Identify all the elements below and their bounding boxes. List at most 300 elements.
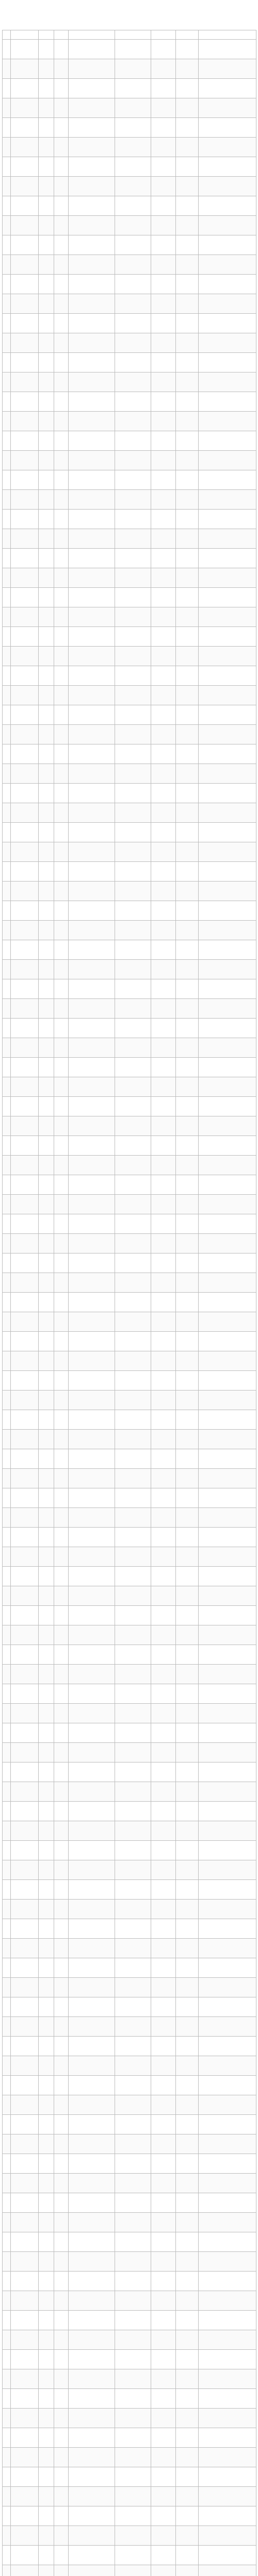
- table-cell: [151, 2448, 176, 2467]
- table-cell: [11, 2526, 39, 2546]
- table-cell: [3, 529, 11, 549]
- table-cell: [54, 1606, 69, 1625]
- table-row: [3, 2272, 256, 2291]
- table-cell: [69, 1645, 115, 1665]
- table-cell: [199, 960, 256, 979]
- table-cell: [39, 744, 54, 764]
- table-row: [3, 451, 256, 470]
- table-row: [3, 1723, 256, 1743]
- table-cell: [39, 1312, 54, 1332]
- table-cell: [39, 1430, 54, 1449]
- table-cell: [54, 275, 69, 294]
- table-cell: [3, 1743, 11, 1762]
- table-cell: [69, 1586, 115, 1606]
- table-cell: [39, 1841, 54, 1860]
- table-cell: [11, 2037, 39, 2056]
- table-cell: [199, 372, 256, 392]
- table-cell: [115, 235, 151, 255]
- table-header-cell: [3, 30, 11, 40]
- table-cell: [3, 2311, 11, 2330]
- table-cell: [199, 2037, 256, 2056]
- table-cell: [69, 294, 115, 314]
- table-cell: [176, 2115, 199, 2134]
- table-cell: [176, 2506, 199, 2526]
- table-cell: [54, 1684, 69, 1704]
- table-cell: [11, 1704, 39, 1723]
- table-cell: [11, 1841, 39, 1860]
- table-cell: [11, 431, 39, 451]
- table-cell: [69, 412, 115, 431]
- table-cell: [3, 2252, 11, 2272]
- table-cell: [54, 451, 69, 470]
- table-cell: [115, 1919, 151, 1939]
- table-cell: [11, 2330, 39, 2350]
- table-cell: [69, 2134, 115, 2154]
- table-cell: [199, 1860, 256, 1880]
- table-row: [3, 196, 256, 216]
- table-cell: [3, 1136, 11, 1156]
- table-cell: [199, 490, 256, 510]
- table-cell: [176, 2232, 199, 2252]
- table-cell: [39, 1019, 54, 1038]
- table-cell: [176, 1097, 199, 1116]
- table-cell: [3, 1214, 11, 1234]
- table-cell: [54, 999, 69, 1019]
- table-cell: [199, 1567, 256, 1586]
- table-cell: [69, 2330, 115, 2350]
- table-cell: [69, 882, 115, 901]
- table-cell: [3, 842, 11, 862]
- table-cell: [11, 1684, 39, 1704]
- table-cell: [199, 1273, 256, 1293]
- table-cell: [69, 901, 115, 921]
- table-cell: [54, 1860, 69, 1880]
- table-cell: [3, 862, 11, 882]
- table-cell: [151, 2526, 176, 2546]
- table-cell: [199, 705, 256, 725]
- table-cell: [69, 823, 115, 842]
- table-cell: [176, 2076, 199, 2095]
- table-cell: [39, 1156, 54, 1175]
- table-cell: [176, 627, 199, 647]
- table-cell: [11, 1528, 39, 1547]
- table-cell: [11, 2448, 39, 2467]
- table-cell: [54, 529, 69, 549]
- table-cell: [3, 1293, 11, 1312]
- table-cell: [54, 2506, 69, 2526]
- table-cell: [3, 2409, 11, 2428]
- table-cell: [115, 1469, 151, 1488]
- table-cell: [11, 1273, 39, 1293]
- table-cell: [69, 1919, 115, 1939]
- table-cell: [3, 1253, 11, 1273]
- table-row: [3, 921, 256, 940]
- table-cell: [11, 960, 39, 979]
- table-cell: [11, 1625, 39, 1645]
- table-cell: [11, 1371, 39, 1391]
- table-cell: [199, 666, 256, 686]
- table-cell: [69, 216, 115, 235]
- table-cell: [39, 372, 54, 392]
- table-cell: [39, 1136, 54, 1156]
- table-cell: [54, 666, 69, 686]
- table-cell: [115, 568, 151, 588]
- table-row: [3, 1077, 256, 1097]
- table-row: [3, 1156, 256, 1175]
- table-cell: [199, 1410, 256, 1430]
- table-cell: [151, 2076, 176, 2095]
- table-cell: [39, 2546, 54, 2565]
- table-cell: [39, 1997, 54, 2017]
- table-cell: [176, 2467, 199, 2487]
- table-cell: [199, 2134, 256, 2154]
- table-cell: [11, 1978, 39, 1997]
- table-cell: [11, 549, 39, 568]
- table-row: [3, 1860, 256, 1880]
- table-cell: [39, 862, 54, 882]
- table-cell: [176, 960, 199, 979]
- table-cell: [39, 2115, 54, 2134]
- table-cell: [3, 2448, 11, 2467]
- table-cell: [115, 2506, 151, 2526]
- table-cell: [199, 510, 256, 529]
- table-cell: [176, 2350, 199, 2369]
- table-cell: [115, 999, 151, 1019]
- table-cell: [151, 1214, 176, 1234]
- table-cell: [39, 1038, 54, 1058]
- table-cell: [176, 451, 199, 470]
- table-cell: [39, 157, 54, 177]
- table-cell: [39, 1743, 54, 1762]
- table-cell: [176, 1195, 199, 1214]
- table-cell: [11, 2056, 39, 2076]
- page-title: [0, 7, 258, 19]
- table-cell: [199, 431, 256, 451]
- table-cell: [39, 177, 54, 196]
- table-cell: [115, 1606, 151, 1625]
- table-row: [3, 2350, 256, 2369]
- table-cell: [11, 2154, 39, 2174]
- table-cell: [39, 1860, 54, 1880]
- table-cell: [11, 2174, 39, 2193]
- table-cell: [11, 979, 39, 999]
- table-cell: [39, 1528, 54, 1547]
- table-row: [3, 1430, 256, 1449]
- table-cell: [115, 2193, 151, 2213]
- table-cell: [115, 412, 151, 431]
- table-cell: [115, 529, 151, 549]
- table-cell: [176, 1860, 199, 1880]
- table-cell: [199, 2330, 256, 2350]
- table-cell: [115, 1978, 151, 1997]
- table-cell: [151, 1391, 176, 1410]
- table-cell: [39, 333, 54, 353]
- table-cell: [54, 2291, 69, 2311]
- table-cell: [54, 764, 69, 784]
- table-cell: [176, 901, 199, 921]
- table-cell: [11, 1312, 39, 1332]
- table-cell: [151, 1234, 176, 1253]
- table-cell: [176, 1116, 199, 1136]
- table-cell: [151, 1136, 176, 1156]
- table-row: [3, 999, 256, 1019]
- table-cell: [199, 118, 256, 138]
- table-cell: [151, 451, 176, 470]
- table-cell: [176, 1156, 199, 1175]
- table-cell: [11, 1136, 39, 1156]
- table-cell: [115, 1665, 151, 1684]
- table-cell: [69, 138, 115, 157]
- table-cell: [69, 1762, 115, 1782]
- table-cell: [11, 862, 39, 882]
- table-cell: [54, 1293, 69, 1312]
- table-cell: [39, 1665, 54, 1684]
- table-cell: [3, 1430, 11, 1449]
- table-cell: [151, 529, 176, 549]
- table-cell: [54, 314, 69, 333]
- table-row: [3, 2330, 256, 2350]
- table-cell: [199, 470, 256, 490]
- table-cell: [54, 842, 69, 862]
- table-cell: [199, 2369, 256, 2389]
- table-cell: [199, 235, 256, 255]
- table-cell: [151, 138, 176, 157]
- table-cell: [151, 1704, 176, 1723]
- table-cell: [3, 1351, 11, 1371]
- table-row: [3, 79, 256, 98]
- table-cell: [54, 1841, 69, 1860]
- table-cell: [115, 1136, 151, 1156]
- table-cell: [176, 1762, 199, 1782]
- table-cell: [176, 1136, 199, 1156]
- table-cell: [151, 979, 176, 999]
- table-row: [3, 2056, 256, 2076]
- table-cell: [199, 1156, 256, 1175]
- table-cell: [3, 470, 11, 490]
- table-cell: [3, 940, 11, 960]
- table-cell: [3, 431, 11, 451]
- table-cell: [39, 470, 54, 490]
- table-cell: [115, 2350, 151, 2369]
- table-cell: [11, 1097, 39, 1116]
- table-cell: [176, 784, 199, 803]
- table-cell: [69, 1430, 115, 1449]
- table-cell: [11, 1665, 39, 1684]
- table-cell: [115, 1880, 151, 1900]
- table-cell: [39, 2213, 54, 2232]
- table-cell: [39, 196, 54, 216]
- table-cell: [115, 607, 151, 627]
- table-cell: [176, 98, 199, 118]
- table-cell: [199, 392, 256, 412]
- table-cell: [151, 882, 176, 901]
- table-cell: [176, 1645, 199, 1665]
- table-cell: [176, 666, 199, 686]
- table-cell: [176, 510, 199, 529]
- table-cell: [151, 2311, 176, 2330]
- table-cell: [115, 1997, 151, 2017]
- table-cell: [151, 314, 176, 333]
- table-row: [3, 2487, 256, 2506]
- table-cell: [115, 862, 151, 882]
- table-cell: [151, 2095, 176, 2115]
- table-cell: [11, 1253, 39, 1273]
- table-cell: [199, 2213, 256, 2232]
- table-cell: [199, 921, 256, 940]
- table-cell: [11, 1351, 39, 1371]
- table-cell: [151, 2017, 176, 2037]
- table-cell: [11, 823, 39, 842]
- table-cell: [151, 1723, 176, 1743]
- table-cell: [115, 2017, 151, 2037]
- table-cell: [176, 372, 199, 392]
- table-cell: [39, 1645, 54, 1665]
- table-cell: [176, 2428, 199, 2448]
- table-cell: [3, 1547, 11, 1567]
- table-cell: [69, 725, 115, 744]
- table-cell: [151, 1508, 176, 1528]
- table-cell: [54, 510, 69, 529]
- table-cell: [176, 2389, 199, 2409]
- table-row: [3, 294, 256, 314]
- table-row: [3, 2252, 256, 2272]
- table-cell: [39, 1195, 54, 1214]
- table-cell: [176, 1567, 199, 1586]
- table-cell: [199, 294, 256, 314]
- table-row: [3, 2154, 256, 2174]
- table-cell: [151, 40, 176, 59]
- table-cell: [69, 451, 115, 470]
- table-cell: [199, 412, 256, 431]
- table-cell: [115, 1762, 151, 1782]
- table-cell: [54, 490, 69, 510]
- table-cell: [39, 2428, 54, 2448]
- table-cell: [151, 568, 176, 588]
- table-cell: [176, 470, 199, 490]
- table-cell: [115, 627, 151, 647]
- table-cell: [199, 1469, 256, 1488]
- table-cell: [69, 2213, 115, 2232]
- table-cell: [199, 2448, 256, 2467]
- table-cell: [199, 686, 256, 705]
- table-cell: [69, 1567, 115, 1586]
- table-cell: [3, 2232, 11, 2252]
- table-row: [3, 588, 256, 607]
- table-row: [3, 412, 256, 431]
- table-cell: [151, 2369, 176, 2389]
- table-row: [3, 882, 256, 901]
- table-cell: [199, 177, 256, 196]
- table-cell: [115, 1508, 151, 1528]
- table-cell: [39, 1567, 54, 1586]
- table-cell: [69, 2487, 115, 2506]
- table-cell: [176, 2134, 199, 2154]
- table-cell: [115, 1214, 151, 1234]
- table-row: [3, 1253, 256, 1273]
- table-cell: [54, 1665, 69, 1684]
- table-cell: [69, 627, 115, 647]
- table-cell: [199, 1665, 256, 1684]
- table-cell: [199, 138, 256, 157]
- table-cell: [54, 1782, 69, 1802]
- table-cell: [176, 235, 199, 255]
- table-cell: [115, 784, 151, 803]
- table-row: [3, 686, 256, 705]
- table-cell: [151, 2252, 176, 2272]
- table-cell: [11, 1430, 39, 1449]
- table-cell: [54, 40, 69, 59]
- table-row: [3, 1097, 256, 1116]
- table-cell: [11, 2487, 39, 2506]
- table-cell: [3, 1019, 11, 1038]
- table-cell: [199, 842, 256, 862]
- table-cell: [115, 647, 151, 666]
- table-cell: [3, 1567, 11, 1586]
- table-cell: [199, 2565, 256, 2576]
- table-cell: [69, 2467, 115, 2487]
- table-cell: [39, 294, 54, 314]
- table-cell: [54, 2330, 69, 2350]
- table-cell: [115, 1625, 151, 1645]
- table-cell: [176, 1332, 199, 1351]
- table-body: [3, 40, 256, 2576]
- table-cell: [39, 842, 54, 862]
- table-cell: [69, 79, 115, 98]
- table-cell: [115, 196, 151, 216]
- table-cell: [69, 1939, 115, 1958]
- table-cell: [11, 1449, 39, 1469]
- table-cell: [151, 960, 176, 979]
- table-cell: [3, 1841, 11, 1860]
- table-cell: [115, 2546, 151, 2565]
- table-cell: [199, 1528, 256, 1547]
- table-cell: [54, 1156, 69, 1175]
- table-cell: [39, 2037, 54, 2056]
- table-row: [3, 216, 256, 235]
- table-cell: [54, 1097, 69, 1116]
- table-cell: [199, 1586, 256, 1606]
- table-cell: [199, 2350, 256, 2369]
- table-cell: [69, 1332, 115, 1351]
- table-cell: [54, 1625, 69, 1645]
- table-cell: [69, 1097, 115, 1116]
- table-cell: [39, 529, 54, 549]
- table-cell: [39, 1175, 54, 1195]
- table-cell: [39, 1684, 54, 1704]
- table-cell: [151, 1684, 176, 1704]
- table-cell: [3, 1097, 11, 1116]
- table-cell: [54, 2193, 69, 2213]
- table-cell: [11, 2252, 39, 2272]
- table-cell: [176, 1802, 199, 1821]
- table-cell: [11, 2409, 39, 2428]
- table-cell: [3, 2291, 11, 2311]
- table-cell: [176, 1704, 199, 1723]
- table-cell: [11, 1116, 39, 1136]
- table-cell: [11, 314, 39, 333]
- table-cell: [69, 1038, 115, 1058]
- table-cell: [54, 862, 69, 882]
- table-cell: [115, 1900, 151, 1919]
- table-cell: [69, 607, 115, 627]
- table-cell: [115, 2037, 151, 2056]
- table-cell: [69, 940, 115, 960]
- table-cell: [11, 98, 39, 118]
- table-cell: [115, 2409, 151, 2428]
- table-cell: [3, 960, 11, 979]
- table-cell: [54, 1978, 69, 1997]
- table-cell: [11, 275, 39, 294]
